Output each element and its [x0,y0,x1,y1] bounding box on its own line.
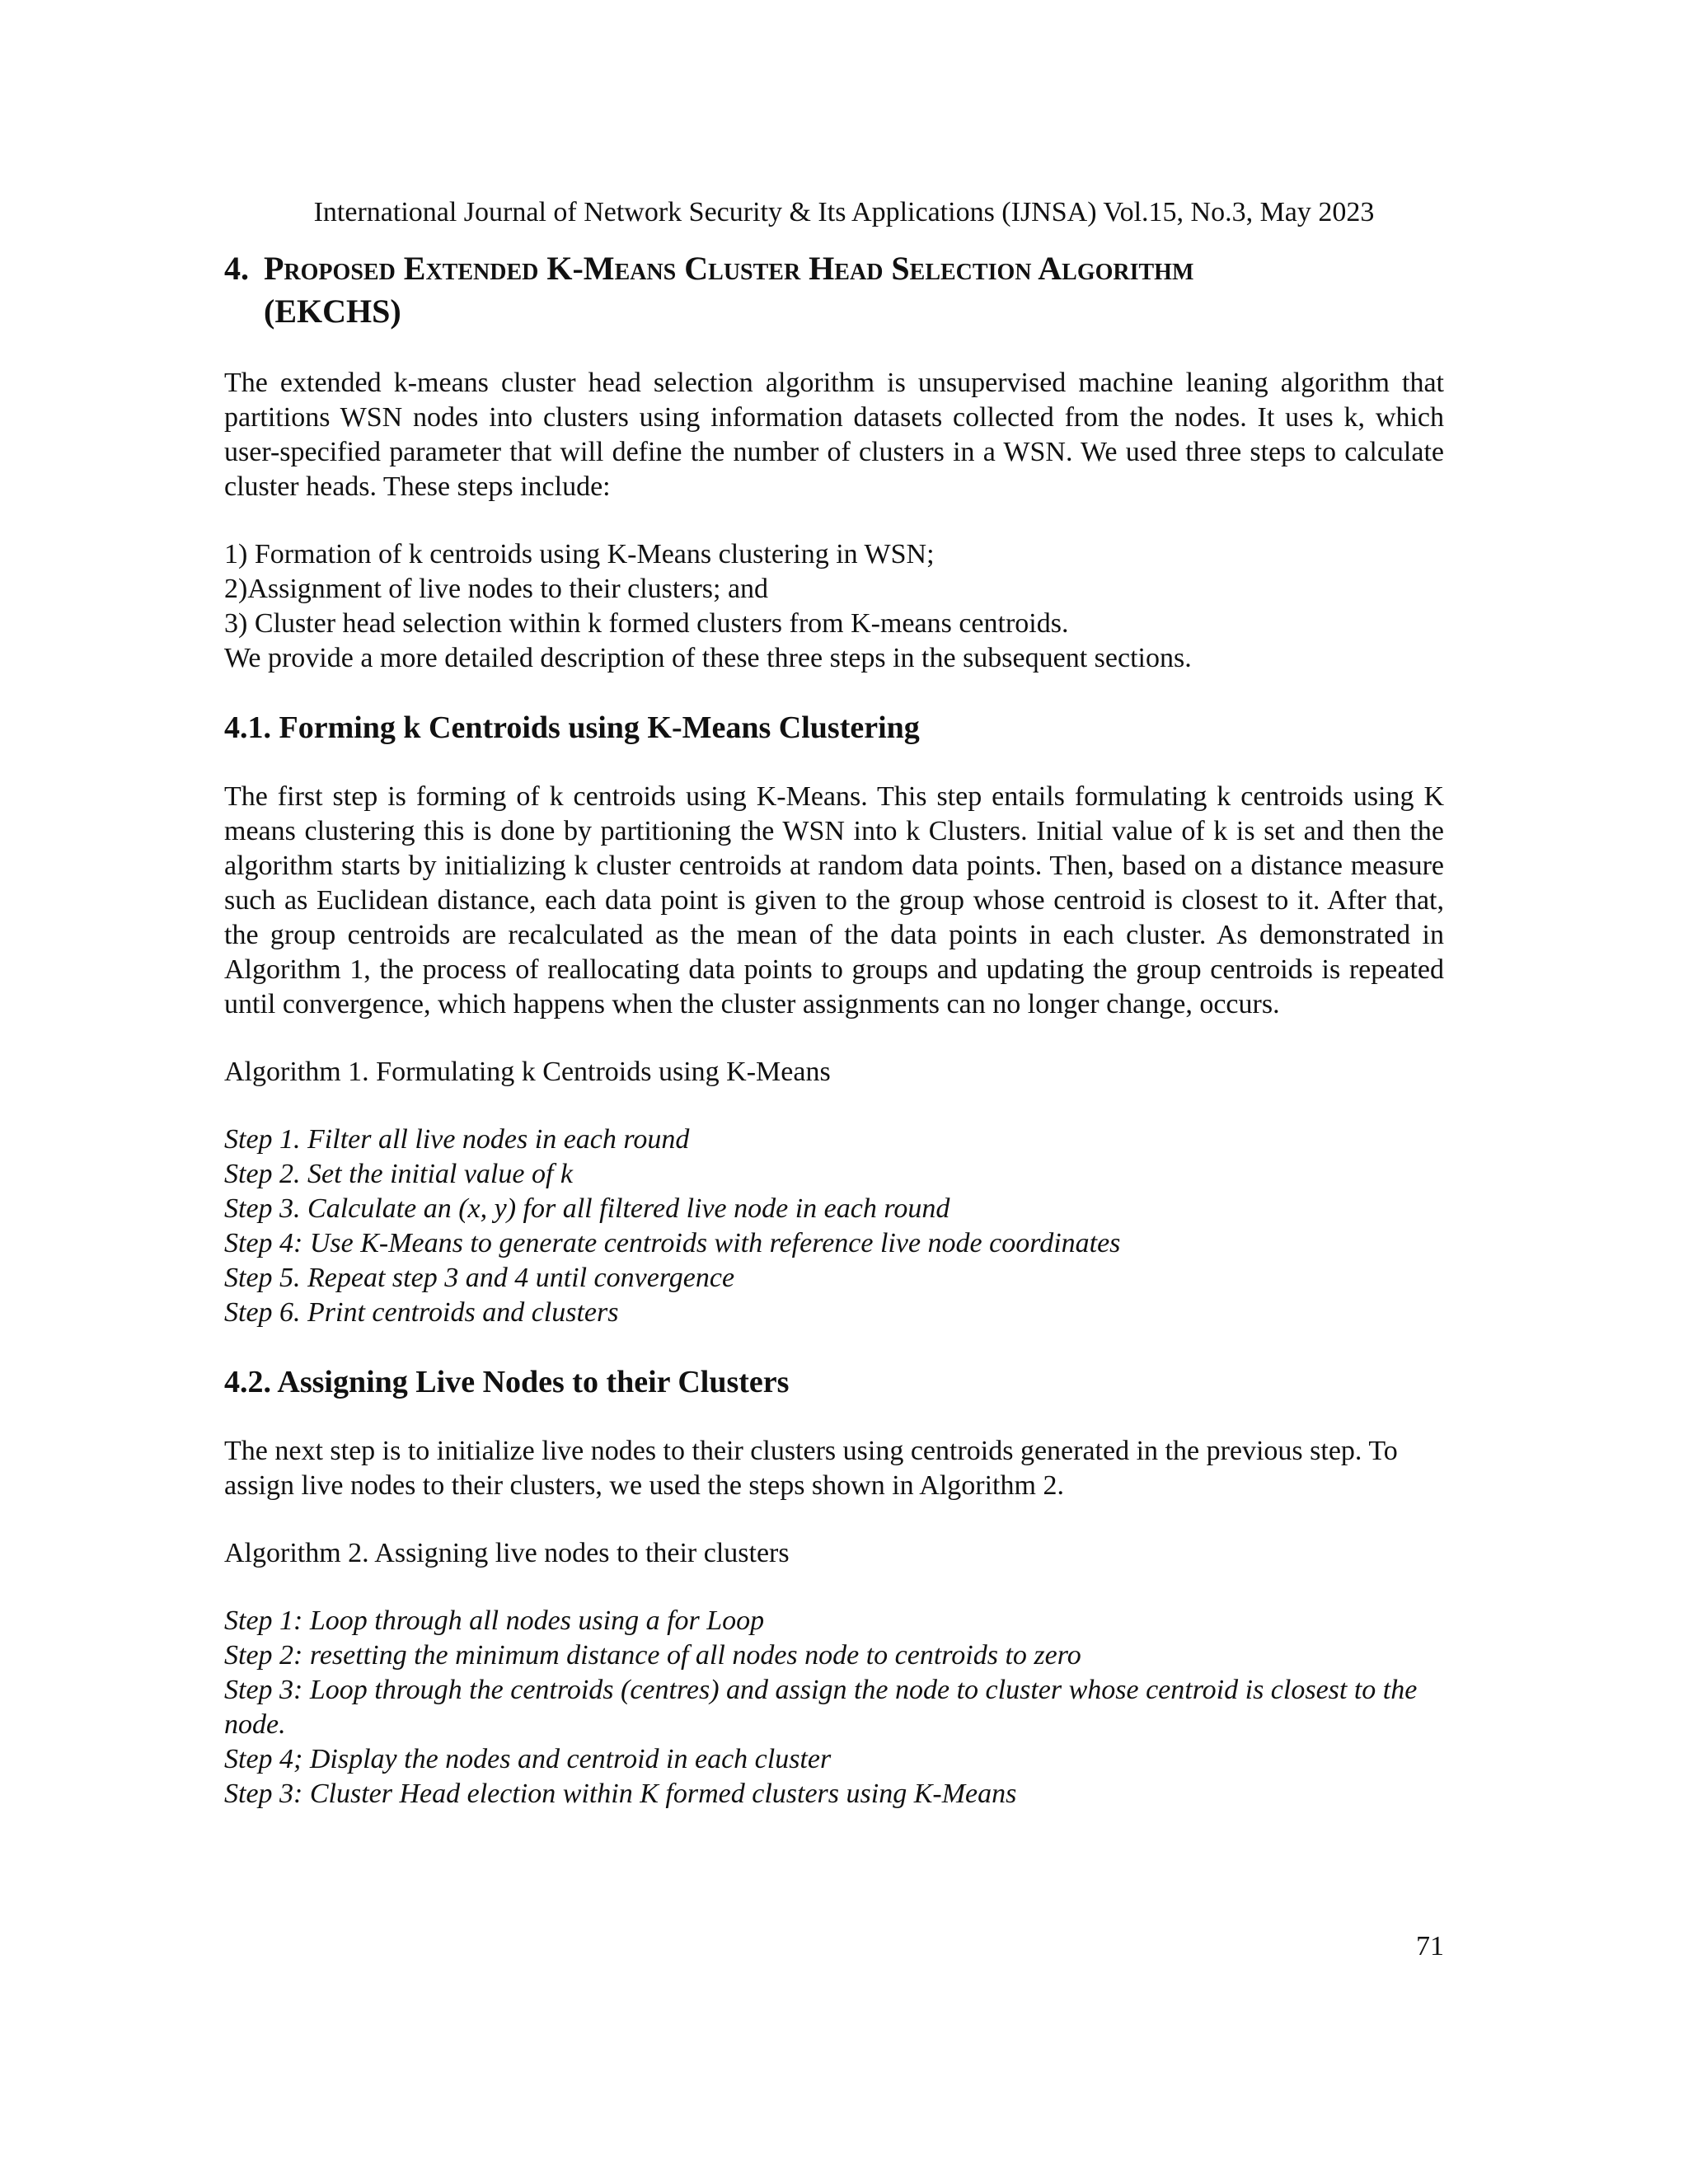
algorithm-1-step-3: Step 3. Calculate an (x, y) for all filtered live node in each round [224,1193,950,1224]
algorithm-2-step-4: Step 4; Display the nodes and centroid in each cluster [224,1744,832,1774]
section-4-heading [224,247,1444,333]
section-4-2-heading: 4.2. Assigning Live Nodes to their Clusters [224,1365,790,1399]
overview-step-1: 1) Formation of k centroids using K-Means clustering in WSN; [224,539,935,569]
section-4-intro: The extended k-means cluster head selection algorithm is unsupervised machine leaning algorithm that partitions WSN nodes into clusters using information datasets collected from the nodes. It uses k, which user-specified parameter that will define the number of clusters in a WSN. We used three steps to calculate cluster heads. These steps include: [224,368,1444,502]
section-4-1-body: The first step is forming of k centroids using K-Means. This step entails formulating k centroids using K means clustering this is done by partitioning the WSN into k Clusters. Initial value of k is set and then the algorithm starts by initializing k cluster centroids at random data points. Then, based on a distance measure such as Euclidean distance, each data point is given to the group whose centroid is closest to it. After that, the group centroids are recalculated as the mean of the data points in each cluster. As demonstrated in Algorithm 1, the process of reallocating data points to groups and updating the group centroids is repeated until convergence, which happens when the cluster assignments can no longer change, occurs. [224,781,1444,1019]
algorithm-1-step-2: Step 2. Set the initial value of k [224,1159,574,1189]
algorithm-1-step-6: Step 6. Print centroids and clusters [224,1297,619,1328]
overview-step-2: 2)Assignment of live nodes to their clusters; and [224,574,769,604]
page-content [224,247,1444,1811]
algorithm-2-step-1: Step 1: Loop through all nodes using a for Loop [224,1605,765,1636]
section-4-2-body: The next step is to initialize live nodes to their clusters using centroids generated in the previous step. To assign live nodes to their clusters, we used the steps shown in Algorithm 2. [224,1436,1398,1501]
section-4-title-line2: (EKCHS) [264,293,401,330]
algorithm-2-caption: Algorithm 2. Assigning live nodes to their clusters [224,1538,790,1568]
running-header: International Journal of Network Security & Its Applications (IJNSA) Vol.15, No.3, May 2023 [313,197,1375,227]
algorithm-2-step-5: Step 3: Cluster Head election within K formed clusters using K-Means [224,1779,1017,1809]
algorithm-2-step-2: Step 2: resetting the minimum distance of all nodes node to centroids to zero [224,1640,1081,1671]
algorithm-2-step-3: Step 3: Loop through the centroids (centres) and assign the node to cluster whose centroid is closest to the node. [224,1675,1418,1740]
algorithm-1-step-5: Step 5. Repeat step 3 and 4 until convergence [224,1263,735,1293]
algorithm-1-step-1: Step 1. Filter all live nodes in each round [224,1124,690,1155]
algorithm-1-caption: Algorithm 1. Formulating k Centroids using K-Means [224,1057,831,1087]
page-number: 71 [1416,1931,1444,1961]
overview-step-3: 3) Cluster head selection within k formed clusters from K-means centroids. [224,608,1069,639]
section-4-1-heading: 4.1. Forming k Centroids using K-Means Clustering [224,710,920,745]
overview-note: We provide a more detailed description of these three steps in the subsequent sections. [224,643,1192,673]
section-4-title-line1: Proposed Extended K-Means Cluster Head Selection Algorithm [264,250,1194,287]
section-4-number: 4. [224,250,249,287]
algorithm-1-step-4: Step 4: Use K-Means to generate centroids with reference live node coordinates [224,1228,1121,1258]
